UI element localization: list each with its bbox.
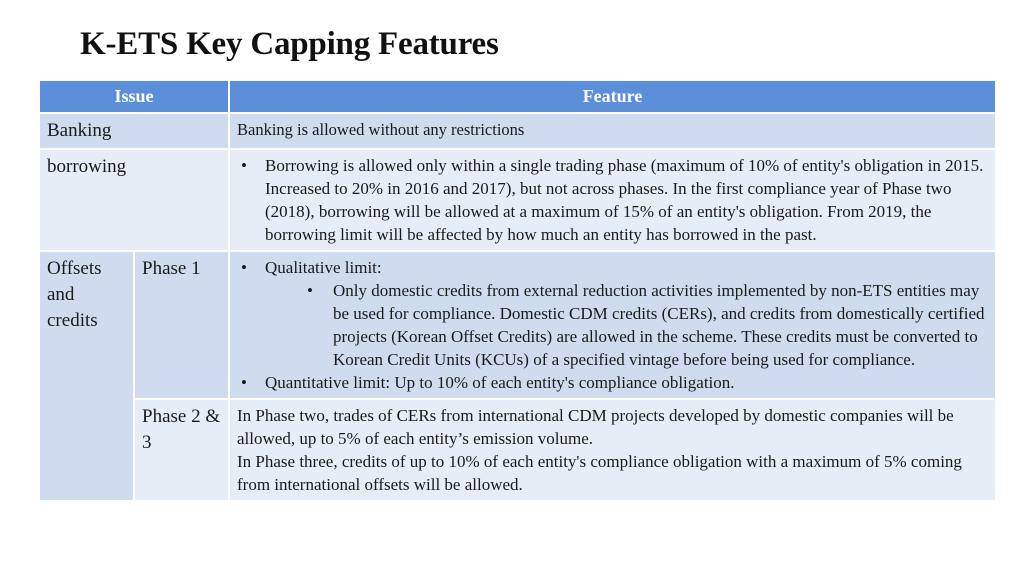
phase-three-paragraph: In Phase three, credits of up to 10% of each entity's compliance obligation with a maximum of 5% coming from international offsets will be allowed.: [237, 452, 962, 494]
feature-phase-2-3: [229, 399, 996, 501]
quantitative-limit-bullet: • Quantitative limit: Up to 10% of each entity's compliance obligation.: [237, 371, 988, 394]
header-feature: Feature: [229, 80, 996, 113]
table-row-phase-1: [39, 251, 996, 399]
feature-borrowing: [229, 149, 996, 251]
issue-offsets-and-credits: Offsets and credits: [39, 251, 134, 501]
table-row-phase-2-3: [39, 399, 996, 501]
feature-banking: Banking is allowed without any restrictions: [229, 113, 996, 149]
capping-features-table: [38, 79, 997, 502]
table-row-banking: [39, 113, 996, 149]
qualitative-detail-bullet: • Only domestic credits from external reduction activities implemented by non-ETS entities may be used for compliance. Domestic CDM credits (CERs), and credits from domestically certified projects (Korean Offset Credits) are allowed in the scheme. These credits must be converted to Korean Credit Units (KCUs) of a specified vintage before being used for compliance.: [265, 279, 988, 371]
table-row-borrowing: [39, 149, 996, 251]
qualitative-limit-bullet: [237, 256, 988, 371]
header-issue: Issue: [39, 80, 229, 113]
issue-banking: Banking: [39, 113, 229, 149]
issue-borrowing: borrowing: [39, 149, 229, 251]
borrowing-bullet: • Borrowing is allowed only within a single trading phase (maximum of 10% of entity's obligation in 2015. Increased to 20% in 2016 and 2017), but not across phases. In the first compliance year of Phase two (2018), borrowing will be allowed at a maximum of 15% of an entity's obligation. From 2019, the borrowing limit will be affected by how much an entity has borrowed in the past.: [237, 154, 988, 246]
feature-phase-1: [229, 251, 996, 399]
phase-1-label: Phase 1: [134, 251, 229, 399]
phase-2-3-label: Phase 2 & 3: [134, 399, 229, 501]
qualitative-limit-label: Qualitative limit:: [265, 258, 382, 277]
table-header-row: [39, 80, 996, 113]
page-title: K-ETS Key Capping Features: [80, 26, 499, 62]
phase-two-paragraph: In Phase two, trades of CERs from international CDM projects developed by domestic companies will be allowed, up to 5% of each entity’s emission volume.: [237, 406, 954, 448]
